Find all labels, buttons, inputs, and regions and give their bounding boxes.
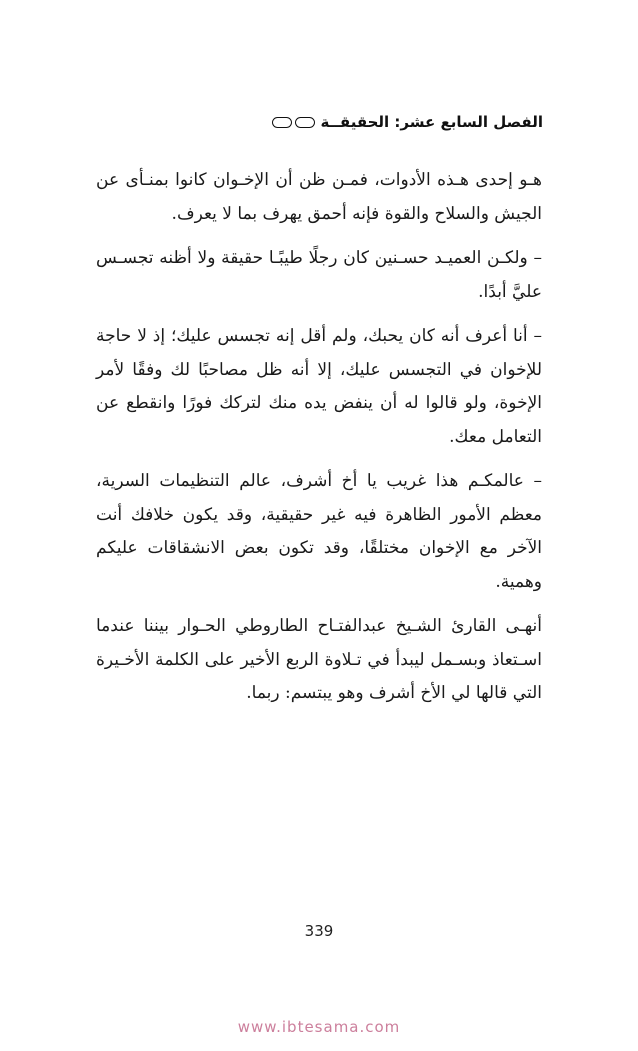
paragraph: – ولكـن العميـد حسـنين كان رجلًا طيبًـا حقيقة ولا أظنه تجسـس عليَّ أبدًا. — [96, 248, 542, 302]
ornament-pill-icon — [295, 117, 315, 128]
ornament-pill-icon — [272, 117, 292, 128]
running-header — [96, 108, 543, 136]
page-number: 339 — [304, 922, 334, 940]
paragraph: – عالمكـم هذا غريب يا أخ أشرف، عالم التنظيمات السرية، معظم الأمور الظاهرة فيه غير حقيقية، وقد يكون خلافك أنت الآخر مع الإخوان مختلقًا، وقد تكون بعض الانشقاقات عليكم وهمية. — [96, 471, 542, 592]
header-ornament — [272, 117, 315, 128]
paragraph: – أنا أعرف أنه كان يحبك، ولم أقل إنه تجسس عليك؛ إذ لا حاجة للإخوان في التجسس عليك، إلا أنه ظل مصاحبًا لك وفقًا لأمر الإخوة، ولو قالوا له أن ينفض يده منك لتركك فورًا وانقطع عن التعامل معك. — [96, 326, 542, 447]
paragraph: هـو إحدى هـذه الأدوات، فمـن ظن أن الإخـوان كانوا بمنـأى عن الجيش والسلاح والقوة فإنه أحمق يهرف بما لا يعرف. — [96, 170, 542, 224]
page-body — [96, 164, 542, 722]
paragraph: أنهـى القارئ الشـيخ عبدالفتـاح الطاروطي الحـوار بيننا عندما اسـتعاذ وبسـمل ليبدأ في تـلاوة الربع الأخير على الكلمة الأخـيرة التي قالها لي الأخ أشرف وهو يبتسم: ربما. — [96, 616, 542, 703]
watermark-link: www.ibtesama.com — [237, 1018, 401, 1036]
chapter-title: الفصل السابع عشر: الحقيقــة — [320, 113, 543, 131]
